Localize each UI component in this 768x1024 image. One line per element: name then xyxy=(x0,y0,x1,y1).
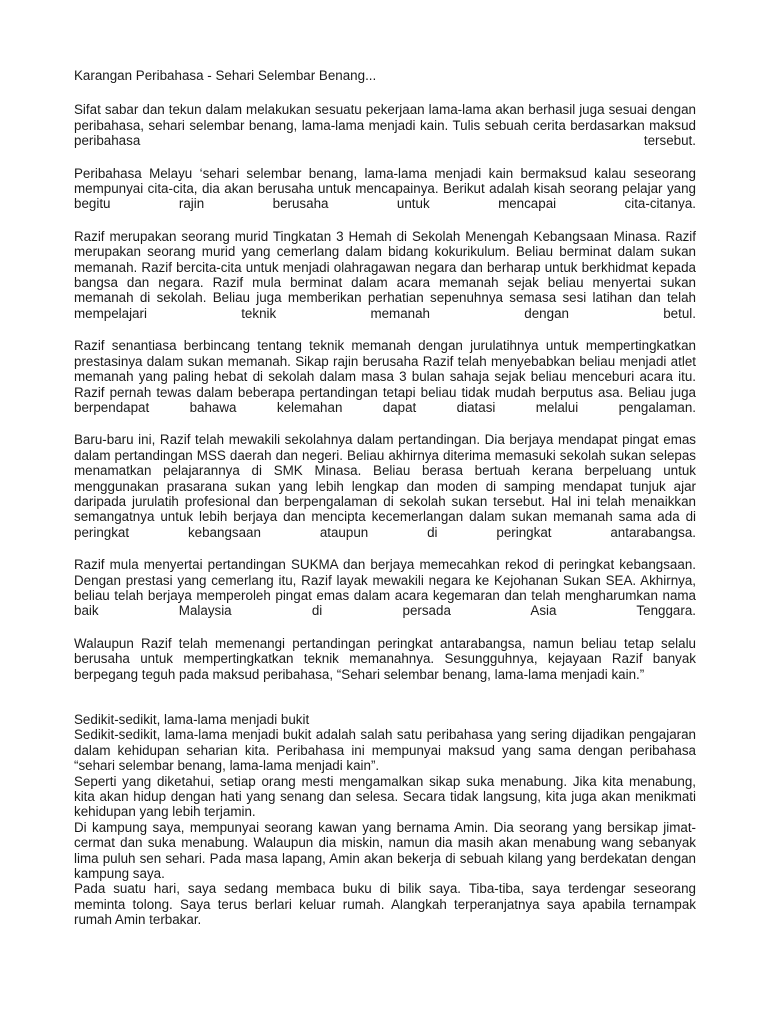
second-paragraph-intro: Sedikit-sedikit, lama-lama menjadi bukit adalah salah satu peribahasa yang sering dijadikan pengajaran dalam kehidupan seharian kita. Peribahasa ini mempunyai maksud yang sama dengan peribahasa “sehari selembar benang, lama-lama menjadi kain”. xyxy=(74,727,696,774)
second-paragraph-amin: Di kampung saya, mempunyai seorang kawan yang bernama Amin. Dia seorang yang bersikap jimat-cermat dan suka menabung. Walaupun dia miskin, namun dia masih akan menabung wang sebanyak lima puluh sen sehari. Pada masa lapang, Amin akan bekerja di sebuah kilang yang berdekatan dengan kampung saya. xyxy=(74,819,696,882)
document-title: Karangan Peribahasa - Sehari Selembar Benang... xyxy=(74,68,377,83)
paragraph-razif-intro: Razif merupakan seorang murid Tingkatan 3 Hemah di Sekolah Menengah Kebangsaan Minasa. Razif merupakan seorang murid yang cemerlang dalam bidang kokurikulum. Beliau berminat dalam sukan memanah. Razif bercita-cita untuk menjadi olahragawan negara dan berharap untuk berkhidmat kepada bangsa dan negara. Razif mula berminat dalam acara memanah sejak beliau menyertai sukan memanah di sekolah. Beliau juga memberikan perhatian sepenuhnya semasa sesi latihan dan telah mempelajari teknik memanah dengan betul. xyxy=(74,228,696,321)
paragraph-intro: Sifat sabar dan tekun dalam melakukan sesuatu pekerjaan lama-lama akan berhasil juga sesuai dengan peribahasa, sehari selembar benang, lama-lama menjadi kain. Tulis sebuah cerita berdasarkan maksud peribahasa tersebut. xyxy=(74,102,696,149)
paragraph-razif-sukma: Razif mula menyertai pertandingan SUKMA dan berjaya memecahkan rekod di peringkat kebangsaan. Dengan prestasi yang cemerlang itu, Razif layak mewakili negara ke Kejohanan Sukan SEA. Akhirnya, beliau telah berjaya memperoleh pingat emas dalam acara kegemaran dan telah mengharumkan nama baik Malaysia di persada Asia Tenggara. xyxy=(74,557,696,619)
second-paragraph-saving: Seperti yang diketahui, setiap orang mesti mengamalkan sikap suka menabung. Jika kita menabung, kita akan hidup dengan hati yang senang dan selesa. Secara tidak langsung, kita juga akan menikmati kehidupan yang lebih terjamin. xyxy=(74,773,696,820)
second-essay-title: Sedikit-sedikit, lama-lama menjadi bukit xyxy=(74,712,310,727)
paragraph-meaning: Peribahasa Melayu ‘sehari selembar benang, lama-lama menjadi kain bermaksud kalau seseorang mempunyai cita-cita, dia akan berusaha untuk mencapainya. Berikut adalah kisah seorang pelajar yang begitu rajin berusaha untuk mencapai cita-citanya. xyxy=(74,165,696,212)
section-gap xyxy=(74,699,696,712)
paragraph-razif-school: Baru-baru ini, Razif telah mewakili sekolahnya dalam pertandingan. Dia berjaya mendapat pingat emas dalam pertandingan MSS daerah dan negeri. Beliau akhirnya diterima memasuki sekolah sukan selepas menamatkan pelajarannya di SMK Minasa. Beliau berasa bertuah kerana berpeluang untuk menggunakan prasarana sukan yang lebih lengkap dan moden di samping mendapat tunjuk ajar daripada jurulatih profesional dan berpengalaman di sekolah sukan tersebut. Hal ini telah menaikkan semangatnya untuk lebih berjaya dan mencipta kecemerlangan dalam sukan memanah sama ada di peringkat kebangsaan ataupun di peringkat antarabangsa. xyxy=(74,432,696,540)
second-paragraph-fire: Pada suatu hari, saya sedang membaca buku di bilik saya. Tiba-tiba, saya terdengar seseorang meminta tolong. Saya terus berlari keluar rumah. Alangkah terperanjatnya saya apabila ternampak rumah Amin terbakar. xyxy=(74,881,696,928)
document-page xyxy=(74,62,696,928)
paragraph-conclusion: Walaupun Razif telah memenangi pertandingan peringkat antarabangsa, namun beliau tetap selalu berusaha untuk mempertingkatkan teknik memanahnya. Sesungguhnya, kejayaan Razif banyak berpegang teguh pada maksud peribahasa, “Sehari selembar benang, lama-lama menjadi kain.” xyxy=(74,635,696,682)
paragraph-razif-effort: Razif senantiasa berbincang tentang teknik memanah dengan jurulatihnya untuk mempertingkatkan prestasinya dalam sukan memanah. Sikap rajin berusaha Razif telah menyebabkan beliau menjadi atlet memanah yang paling hebat di sekolah dalam masa 3 bulan sahaja sejak beliau menceburi acara itu. Razif pernah tewas dalam beberapa pertandingan tetapi beliau tidak mudah berputus asa. Beliau juga berpendapat bahawa kelemahan dapat diatasi melalui pengalaman. xyxy=(74,338,696,415)
